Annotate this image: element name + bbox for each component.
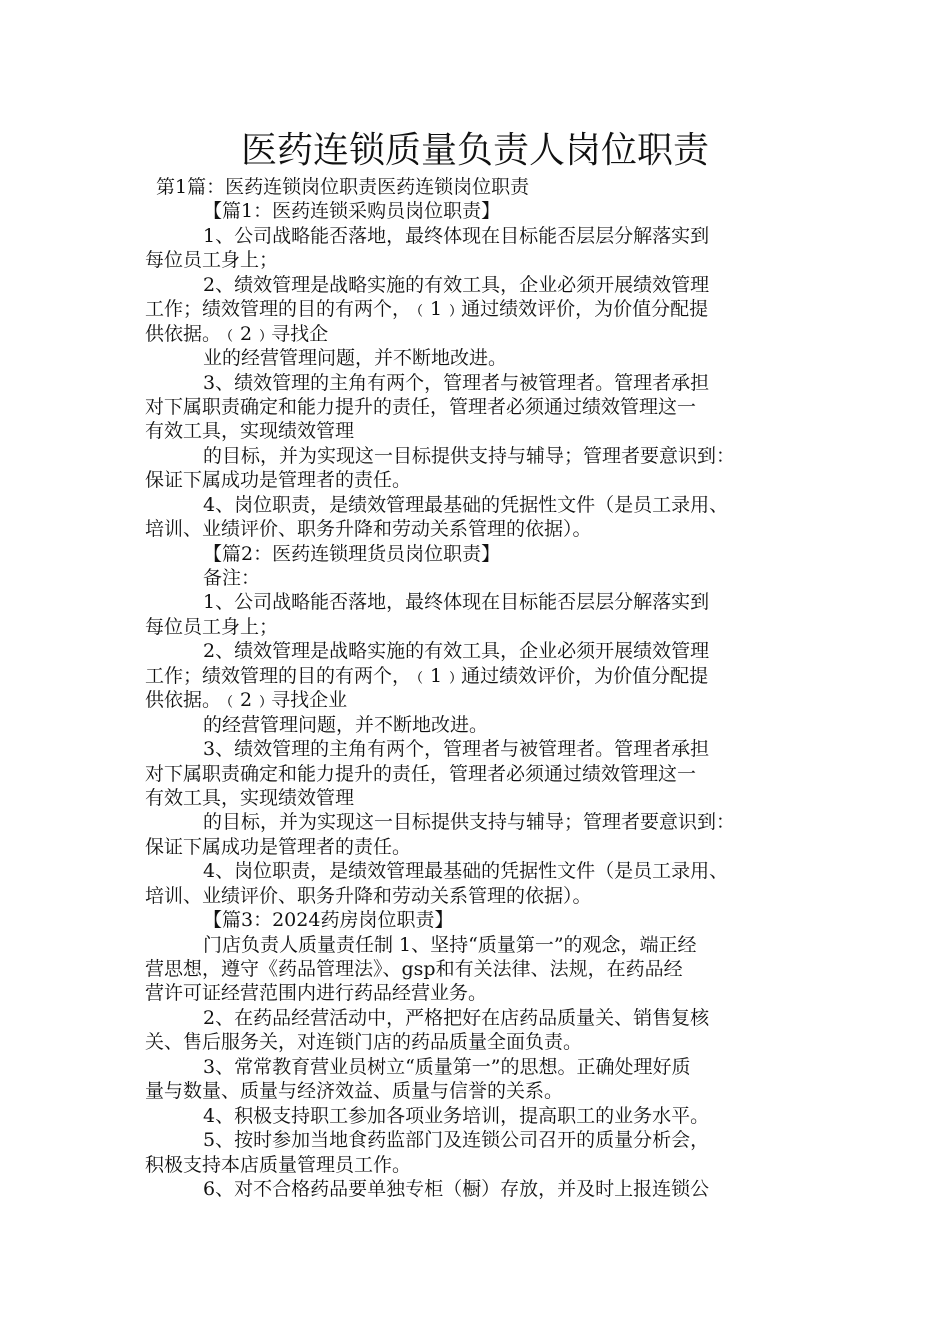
section-heading: 【篇3：2024药房岗位职责】 (203, 909, 454, 932)
paragraph-line: 对下属职责确定和能力提升的责任，管理者必须通过绩效管理这一 (145, 762, 697, 785)
paragraph-line: 的目标，并为实现这一目标提供支持与辅导；管理者要意识到： (203, 444, 736, 467)
paragraph-line: 量与数量、质量与经济效益、质量与信誉的关系。 (145, 1080, 564, 1103)
paragraph-line: 6、对不合格药品要单独专柜（橱）存放，并及时上报连锁公 (203, 1177, 710, 1200)
paragraph-line: 2、绩效管理是战略实施的有效工具，企业必须开展绩效管理 (203, 640, 710, 663)
paragraph-line: 的目标，并为实现这一目标提供支持与辅导；管理者要意识到： (203, 811, 736, 834)
paragraph-line: 3、绩效管理的主角有两个，管理者与被管理者。管理者承担 (203, 371, 710, 394)
paragraph-line: 有效工具，实现绩效管理 (145, 786, 355, 809)
paragraph-line: 4、岗位职责，是绩效管理最基础的凭据性文件（是员工录用、 (203, 860, 729, 883)
document-title: 医药连锁质量负责人岗位职责 (240, 130, 709, 171)
paragraph-line: 的经营管理问题，并不断地改进。 (203, 713, 489, 736)
paragraph-line: 1、公司战略能否落地，最终体现在目标能否层层分解落实到 (203, 224, 710, 247)
chapter-heading: 第1篇：医药连锁岗位职责医药连锁岗位职责 (156, 176, 530, 198)
paragraph-line: 2、绩效管理是战略实施的有效工具，企业必须开展绩效管理 (203, 273, 710, 296)
paragraph-line: 3、绩效管理的主角有两个，管理者与被管理者。管理者承担 (203, 738, 710, 761)
paragraph-line: 培训、业绩评价、职务升降和劳动关系管理的依据）。 (145, 518, 592, 541)
paragraph-line: 每位员工身上； (145, 249, 279, 272)
document-body (145, 175, 825, 1201)
section-heading: 【篇2：医药连锁理货员岗位职责】 (203, 542, 501, 565)
paragraph-line: 工作；绩效管理的目的有两个，﹙1﹚通过绩效评价，为价值分配提 (145, 298, 709, 321)
paragraph-line: 有效工具，实现绩效管理 (145, 420, 355, 443)
paragraph-line: 4、岗位职责，是绩效管理最基础的凭据性文件（是员工录用、 (203, 493, 729, 516)
paragraph-line: 工作；绩效管理的目的有两个，﹙1﹚通过绩效评价，为价值分配提 (145, 664, 709, 687)
paragraph-line: 积极支持本店质量管理员工作。 (145, 1153, 412, 1176)
paragraph-line: 5、按时参加当地食药监部门及连锁公司召开的质量分析会， (203, 1129, 710, 1152)
paragraph-line: 每位员工身上； (145, 615, 279, 638)
paragraph-line: 供依据。﹙2﹚寻找企业 (145, 689, 348, 712)
paragraph-line: 备注： (203, 567, 261, 589)
section-heading: 【篇1：医药连锁采购员岗位职责】 (203, 200, 501, 223)
paragraph-line: 保证下属成功是管理者的责任。 (145, 469, 412, 492)
paragraph-line: 1、公司战略能否落地，最终体现在目标能否层层分解落实到 (203, 591, 710, 614)
paragraph-line: 门店负责人质量责任制 1、坚持“质量第一”的观念，端正经 (203, 933, 697, 956)
paragraph-line: 对下属职责确定和能力提升的责任，管理者必须通过绩效管理这一 (145, 395, 697, 418)
paragraph-line: 3、常常教育营业员树立“质量第一”的思想。正确处理好质 (203, 1055, 691, 1078)
paragraph-line: 保证下属成功是管理者的责任。 (145, 835, 412, 858)
paragraph-line: 4、积极支持职工参加各项业务培训，提高职工的业务水平。 (203, 1104, 710, 1127)
paragraph-line: 营许可证经营范围内进行药品经营业务。 (145, 982, 488, 1005)
paragraph-line: 关、售后服务关，对连锁门店的药品质量全面负责。 (145, 1031, 583, 1054)
paragraph-line: 2、在药品经营活动中，严格把好在店药品质量关、销售复核 (203, 1006, 710, 1029)
paragraph-line: 业的经营管理问题，并不断地改进。 (203, 347, 508, 370)
paragraph-line: 培训、业绩评价、职务升降和劳动关系管理的依据）。 (145, 884, 592, 907)
paragraph-line: 供依据。﹙2﹚寻找企 (145, 322, 329, 345)
paragraph-line: 营思想，遵守《药品管理法》、gsp和有关法律、法规，在药品经 (145, 958, 683, 980)
